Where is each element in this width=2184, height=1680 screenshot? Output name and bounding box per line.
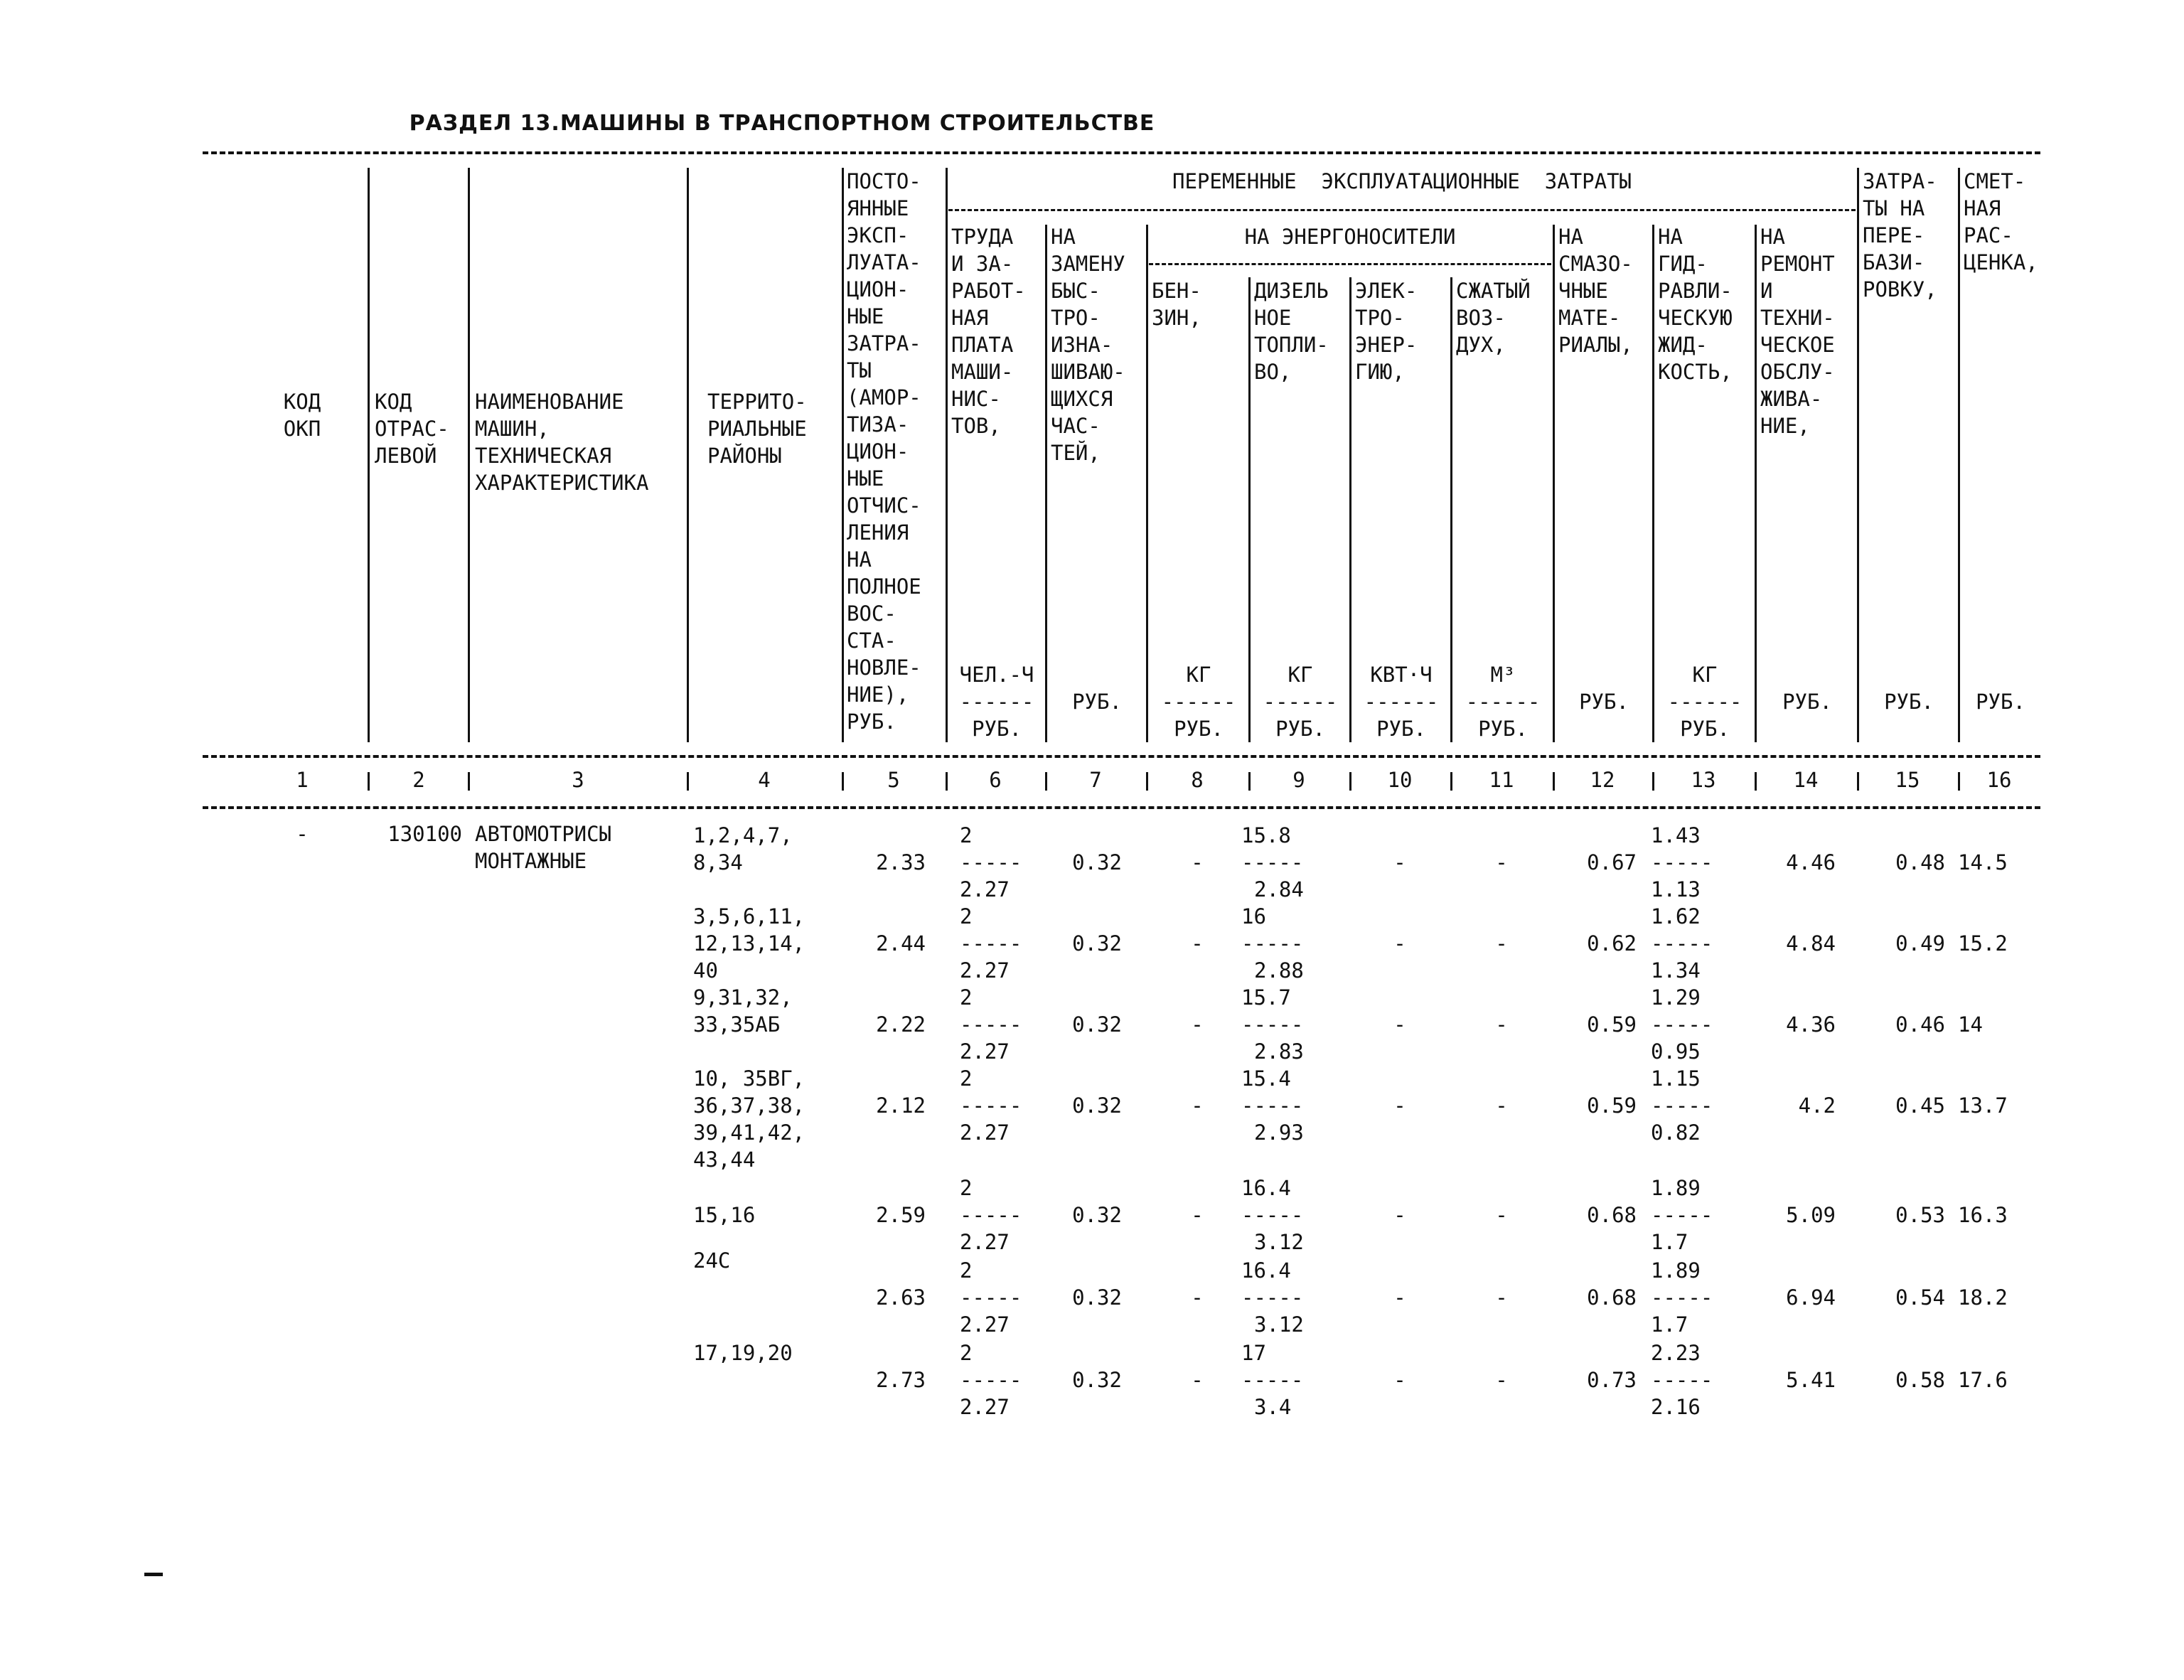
col-number-sep — [1045, 772, 1047, 791]
header-estimate-units: РУБ. — [1976, 690, 2025, 714]
header-parts: НА ЗАМЕНУ БЫС- ТРО- ИЗНА- ШИВАЮ- ЩИХСЯ ЧАС- ТЕЙ, — [1051, 225, 1125, 465]
header-repair: НА РЕМОНТ И ТЕХНИ- ЧЕСКОЕ ОБСЛУ- ЖИВА- НИЕ, — [1760, 225, 1835, 438]
c13-top: 2.23 — [1651, 1341, 1701, 1365]
col-number-sep — [1146, 772, 1148, 791]
header-lubricants: НА СМАЗО- ЧНЫЕ МАТЕ- РИАЛЫ, — [1558, 225, 1633, 357]
numbers-bottom-rule — [203, 806, 2040, 809]
c15-cell: 0.49 — [1895, 931, 1945, 956]
c7-cell: 0.32 — [1072, 1285, 1122, 1310]
divider-9 — [1248, 277, 1251, 742]
regions-cell: 1,2,4,7, 8,34 — [693, 823, 793, 874]
c13-fraction-line: ----- — [1651, 1368, 1713, 1392]
c13-top: 1.62 — [1651, 904, 1701, 929]
c9-fraction-line: ----- — [1241, 1285, 1304, 1310]
c8-cell: - — [1191, 931, 1204, 956]
c7-cell: 0.32 — [1072, 1093, 1122, 1118]
c16-cell: 18.2 — [1958, 1285, 2008, 1310]
regions-cell: 17,19,20 — [693, 1341, 793, 1365]
c13-fraction-line: ----- — [1651, 931, 1713, 956]
c13-top: 1.15 — [1651, 1066, 1701, 1091]
c15-cell: 0.53 — [1895, 1203, 1945, 1227]
header-top-rule — [203, 151, 2040, 154]
c13-fraction-line: ----- — [1651, 1203, 1713, 1227]
c7-cell: 0.32 — [1072, 850, 1122, 874]
c15-cell: 0.45 — [1895, 1093, 1945, 1118]
c13-fraction-line: ----- — [1651, 1285, 1713, 1310]
header-relocation: ЗАТРА- ТЫ НА ПЕРЕ- БАЗИ- РОВКУ, — [1863, 169, 1937, 301]
c11-cell: - — [1495, 850, 1508, 874]
col-number-14: 14 — [1793, 768, 1819, 792]
c11-cell: - — [1495, 1285, 1508, 1310]
c9-bottom: 3.12 — [1254, 1230, 1304, 1254]
c7-cell: 0.32 — [1072, 1368, 1122, 1392]
c8-cell: - — [1191, 1093, 1204, 1118]
col-number-10: 10 — [1387, 768, 1413, 792]
c6-bottom: 2.27 — [960, 1395, 1010, 1419]
regions-cell: 15,16 — [693, 1203, 756, 1227]
c13-top: 1.29 — [1651, 985, 1701, 1010]
c15-cell: 0.46 — [1895, 1012, 1945, 1037]
col-number-sep — [687, 772, 689, 791]
c11-cell: - — [1495, 1203, 1508, 1227]
c9-top: 16.4 — [1241, 1176, 1291, 1200]
header-machine-name: НАИМЕНОВАНИЕ МАШИН, ТЕХНИЧЕСКАЯ ХАРАКТЕРИСТИКА — [475, 390, 649, 495]
header-diesel-units: КГ ------ РУБ. — [1263, 663, 1338, 741]
c6-fraction-line: ----- — [960, 850, 1022, 874]
header-regions: ТЕРРИТО- РИАЛЬНЫЕ РАЙОНЫ — [707, 390, 807, 468]
col-number-8: 8 — [1191, 768, 1204, 792]
c10-cell: - — [1393, 1203, 1406, 1227]
c9-top: 16.4 — [1241, 1258, 1291, 1283]
col-number-16: 16 — [1986, 768, 2012, 792]
c6-bottom: 2.27 — [960, 1120, 1010, 1145]
header-petrol-units: КГ ------ РУБ. — [1161, 663, 1236, 741]
divider-15 — [1857, 168, 1859, 742]
c16-cell: 13.7 — [1958, 1093, 2008, 1118]
c12-cell: 0.67 — [1587, 850, 1637, 874]
c12-cell: 0.62 — [1587, 931, 1637, 956]
c5-cell: 2.33 — [876, 850, 926, 874]
c9-bottom: 2.88 — [1254, 958, 1304, 983]
c9-top: 15.7 — [1241, 985, 1291, 1010]
c6-bottom: 2.27 — [960, 877, 1010, 901]
c7-cell: 0.32 — [1072, 931, 1122, 956]
col-number-3: 3 — [572, 768, 584, 792]
regions-cell: 3,5,6,11, 12,13,14, 40 — [693, 904, 805, 983]
c9-top: 15.4 — [1241, 1066, 1291, 1091]
c10-cell: - — [1393, 1012, 1406, 1037]
divider-13 — [1652, 225, 1654, 742]
c9-bottom: 2.93 — [1254, 1120, 1304, 1145]
c16-cell: 15.2 — [1958, 931, 2008, 956]
c13-top: 1.43 — [1651, 823, 1701, 847]
header-air: СЖАТЫЙ ВОЗ- ДУХ, — [1456, 279, 1531, 357]
c14-cell: 5.41 — [1786, 1368, 1836, 1392]
c5-cell: 2.59 — [876, 1203, 926, 1227]
c8-cell: - — [1191, 1285, 1204, 1310]
divider-8 — [1146, 225, 1148, 742]
regions-cell: 9,31,32, 33,35АБ — [693, 985, 793, 1037]
c11-cell: - — [1495, 1093, 1508, 1118]
col-number-sep — [1652, 772, 1654, 791]
c6-top: 2 — [960, 1341, 973, 1365]
col-number-sep — [842, 772, 844, 791]
c12-cell: 0.59 — [1587, 1093, 1637, 1118]
c9-fraction-line: ----- — [1241, 1203, 1304, 1227]
divider-3 — [468, 168, 470, 742]
c9-fraction-line: ----- — [1241, 850, 1304, 874]
c14-cell: 4.2 — [1798, 1093, 1836, 1118]
col-number-sep — [1755, 772, 1757, 791]
divider-4 — [687, 168, 689, 742]
header-electricity-units: КВТ·Ч ------ РУБ. — [1364, 663, 1439, 741]
c6-fraction-line: ----- — [960, 1203, 1022, 1227]
c5-cell: 2.12 — [876, 1093, 926, 1118]
c11-cell: - — [1495, 1368, 1508, 1392]
header-petrol: БЕН- ЗИН, — [1152, 279, 1201, 330]
c15-cell: 0.54 — [1895, 1285, 1945, 1310]
col-number-sep — [946, 772, 948, 791]
c13-bottom: 2.16 — [1651, 1395, 1701, 1419]
c10-cell: - — [1393, 850, 1406, 874]
c6-top: 2 — [960, 985, 973, 1010]
c6-top: 2 — [960, 1176, 973, 1200]
c11-cell: - — [1495, 931, 1508, 956]
header-hydraulic: НА ГИД- РАВЛИ- ЧЕСКУЮ ЖИД- КОСТЬ, — [1658, 225, 1733, 384]
c14-cell: 4.84 — [1786, 931, 1836, 956]
header-labor: ТРУДА И ЗА- РАБОТ- НАЯ ПЛАТА МАШИ- НИС- ТОВ, — [951, 225, 1026, 438]
divider-7 — [1045, 225, 1047, 742]
c9-bottom: 3.12 — [1254, 1312, 1304, 1337]
header-air-units: М³ ------ РУБ. — [1465, 663, 1541, 741]
header-fixed-costs: ПОСТО- ЯННЫЕ ЭКСП- ЛУАТА- ЦИОН- НЫЕ ЗАТРА- ТЫ (АМОР- ТИЗА- ЦИОН- НЫЕ ОТЧИС- ЛЕНИЯ НА ПОЛНОЕ ВОС- СТА- НОВЛЕ- НИЕ), РУБ. — [847, 169, 921, 734]
c5-cell: 2.63 — [876, 1285, 926, 1310]
regions-cell: 10, 35ВГ, 36,37,38, 39,41,42, 43,44 — [693, 1066, 805, 1172]
divider-5 — [842, 168, 844, 742]
c12-cell: 0.68 — [1587, 1203, 1637, 1227]
c14-cell: 4.36 — [1786, 1012, 1836, 1037]
c13-bottom: 0.95 — [1651, 1039, 1701, 1064]
header-diesel: ДИЗЕЛЬ НОЕ ТОПЛИ- ВО, — [1254, 279, 1329, 384]
col-number-2: 2 — [412, 768, 425, 792]
machine-okp-code: - — [296, 822, 309, 846]
c9-top: 17 — [1241, 1341, 1266, 1365]
header-parts-units: РУБ. — [1072, 690, 1122, 714]
machine-name: АВТОМОТРИСЫ МОНТАЖНЫЕ — [475, 822, 612, 873]
col-number-sep — [1349, 772, 1351, 791]
c15-cell: 0.48 — [1895, 850, 1945, 874]
c5-cell: 2.73 — [876, 1368, 926, 1392]
col-number-9: 9 — [1292, 768, 1305, 792]
c6-bottom: 2.27 — [960, 958, 1010, 983]
col-number-sep — [1857, 772, 1859, 791]
c6-fraction-line: ----- — [960, 1285, 1022, 1310]
c7-cell: 0.32 — [1072, 1203, 1122, 1227]
col-number-sep — [1450, 772, 1452, 791]
c15-cell: 0.58 — [1895, 1368, 1945, 1392]
c14-cell: 6.94 — [1786, 1285, 1836, 1310]
divider-11 — [1450, 277, 1452, 742]
divider-6 — [946, 168, 948, 742]
header-repair-units: РУБ. — [1782, 690, 1832, 714]
c6-fraction-line: ----- — [960, 1012, 1022, 1037]
header-estimate: СМЕТ- НАЯ РАС- ЦЕНКА, — [1964, 169, 2038, 274]
c6-fraction-line: ----- — [960, 1093, 1022, 1118]
c5-cell: 2.44 — [876, 931, 926, 956]
col-number-11: 11 — [1489, 768, 1514, 792]
divider-14 — [1755, 225, 1757, 742]
c14-cell: 4.46 — [1786, 850, 1836, 874]
c8-cell: - — [1191, 1012, 1204, 1037]
c6-bottom: 2.27 — [960, 1312, 1010, 1337]
c13-bottom: 1.13 — [1651, 877, 1701, 901]
energy-rule — [1149, 263, 1551, 265]
c9-top: 16 — [1241, 904, 1266, 929]
header-bottom-rule — [203, 755, 2040, 758]
c12-cell: 0.59 — [1587, 1012, 1637, 1037]
col-number-4: 4 — [758, 768, 771, 792]
header-okp-code: КОД ОКП — [283, 390, 321, 441]
c8-cell: - — [1191, 1368, 1204, 1392]
col-number-12: 12 — [1590, 768, 1615, 792]
c6-top: 2 — [960, 1258, 973, 1283]
c6-top: 2 — [960, 823, 973, 847]
c10-cell: - — [1393, 1285, 1406, 1310]
c8-cell: - — [1191, 1203, 1204, 1227]
c13-top: 1.89 — [1651, 1176, 1701, 1200]
col-number-15: 15 — [1895, 768, 1920, 792]
section-title: РАЗДЕЛ 13.МАШИНЫ В ТРАНСПОРТНОМ СТРОИТЕЛЬСТВЕ — [409, 111, 1155, 136]
c16-cell: 14 — [1958, 1012, 1983, 1037]
c6-top: 2 — [960, 1066, 973, 1091]
machine-branch-code: 130100 — [387, 822, 462, 846]
c10-cell: - — [1393, 1368, 1406, 1392]
divider-2 — [368, 168, 370, 742]
header-energy: НА ЭНЕРГОНОСИТЕЛИ — [1244, 225, 1456, 249]
c10-cell: - — [1393, 931, 1406, 956]
header-hydraulic-units: КГ ------ РУБ. — [1667, 663, 1743, 741]
col-number-6: 6 — [989, 768, 1002, 792]
c9-bottom: 2.83 — [1254, 1039, 1304, 1064]
c13-bottom: 1.7 — [1651, 1312, 1688, 1337]
variable-costs-rule — [948, 209, 1856, 211]
c16-cell: 14.5 — [1958, 850, 2008, 874]
header-variable-costs: ПЕРЕМЕННЫЕ ЭКСПЛУАТАЦИОННЫЕ ЗАТРАТЫ — [1172, 169, 1632, 193]
c9-fraction-line: ----- — [1241, 1093, 1304, 1118]
regions-cell: 24С — [693, 1248, 731, 1273]
divider-10 — [1349, 277, 1351, 742]
col-number-sep — [1248, 772, 1251, 791]
c9-bottom: 2.84 — [1254, 877, 1304, 901]
c10-cell: - — [1393, 1093, 1406, 1118]
c13-bottom: 1.34 — [1651, 958, 1701, 983]
c9-bottom: 3.4 — [1254, 1395, 1292, 1419]
col-number-sep — [1958, 772, 1960, 791]
header-electricity: ЭЛЕК- ТРО- ЭНЕР- ГИЮ, — [1355, 279, 1418, 384]
c9-fraction-line: ----- — [1241, 1368, 1304, 1392]
col-number-1: 1 — [296, 768, 309, 792]
c16-cell: 16.3 — [1958, 1203, 2008, 1227]
c8-cell: - — [1191, 850, 1204, 874]
c11-cell: - — [1495, 1012, 1508, 1037]
divider-12 — [1553, 225, 1555, 742]
c6-bottom: 2.27 — [960, 1230, 1010, 1254]
c16-cell: 17.6 — [1958, 1368, 2008, 1392]
c7-cell: 0.32 — [1072, 1012, 1122, 1037]
c13-bottom: 1.7 — [1651, 1230, 1688, 1254]
c12-cell: 0.68 — [1587, 1285, 1637, 1310]
col-number-5: 5 — [887, 768, 900, 792]
c14-cell: 5.09 — [1786, 1203, 1836, 1227]
c13-top: 1.89 — [1651, 1258, 1701, 1283]
c9-fraction-line: ----- — [1241, 931, 1304, 956]
c9-top: 15.8 — [1241, 823, 1291, 847]
c6-bottom: 2.27 — [960, 1039, 1010, 1064]
col-number-13: 13 — [1691, 768, 1716, 792]
c13-fraction-line: ----- — [1651, 850, 1713, 874]
header-labor-units: ЧЕЛ.-Ч ------ РУБ. — [959, 663, 1034, 741]
c13-fraction-line: ----- — [1651, 1012, 1713, 1037]
col-number-sep — [468, 772, 470, 791]
col-number-sep — [1553, 772, 1555, 791]
col-number-sep — [368, 772, 370, 791]
page-mark — [144, 1573, 163, 1576]
header-branch-code: КОД ОТРАС- ЛЕВОЙ — [375, 390, 449, 468]
c13-bottom: 0.82 — [1651, 1120, 1701, 1145]
header-relocation-units: РУБ. — [1884, 690, 1934, 714]
col-number-7: 7 — [1089, 768, 1102, 792]
c6-fraction-line: ----- — [960, 1368, 1022, 1392]
header-lubricants-units: РУБ. — [1579, 690, 1629, 714]
c6-fraction-line: ----- — [960, 931, 1022, 956]
c5-cell: 2.22 — [876, 1012, 926, 1037]
divider-16 — [1958, 168, 1960, 742]
c9-fraction-line: ----- — [1241, 1012, 1304, 1037]
c6-top: 2 — [960, 904, 973, 929]
c12-cell: 0.73 — [1587, 1368, 1637, 1392]
c13-fraction-line: ----- — [1651, 1093, 1713, 1118]
